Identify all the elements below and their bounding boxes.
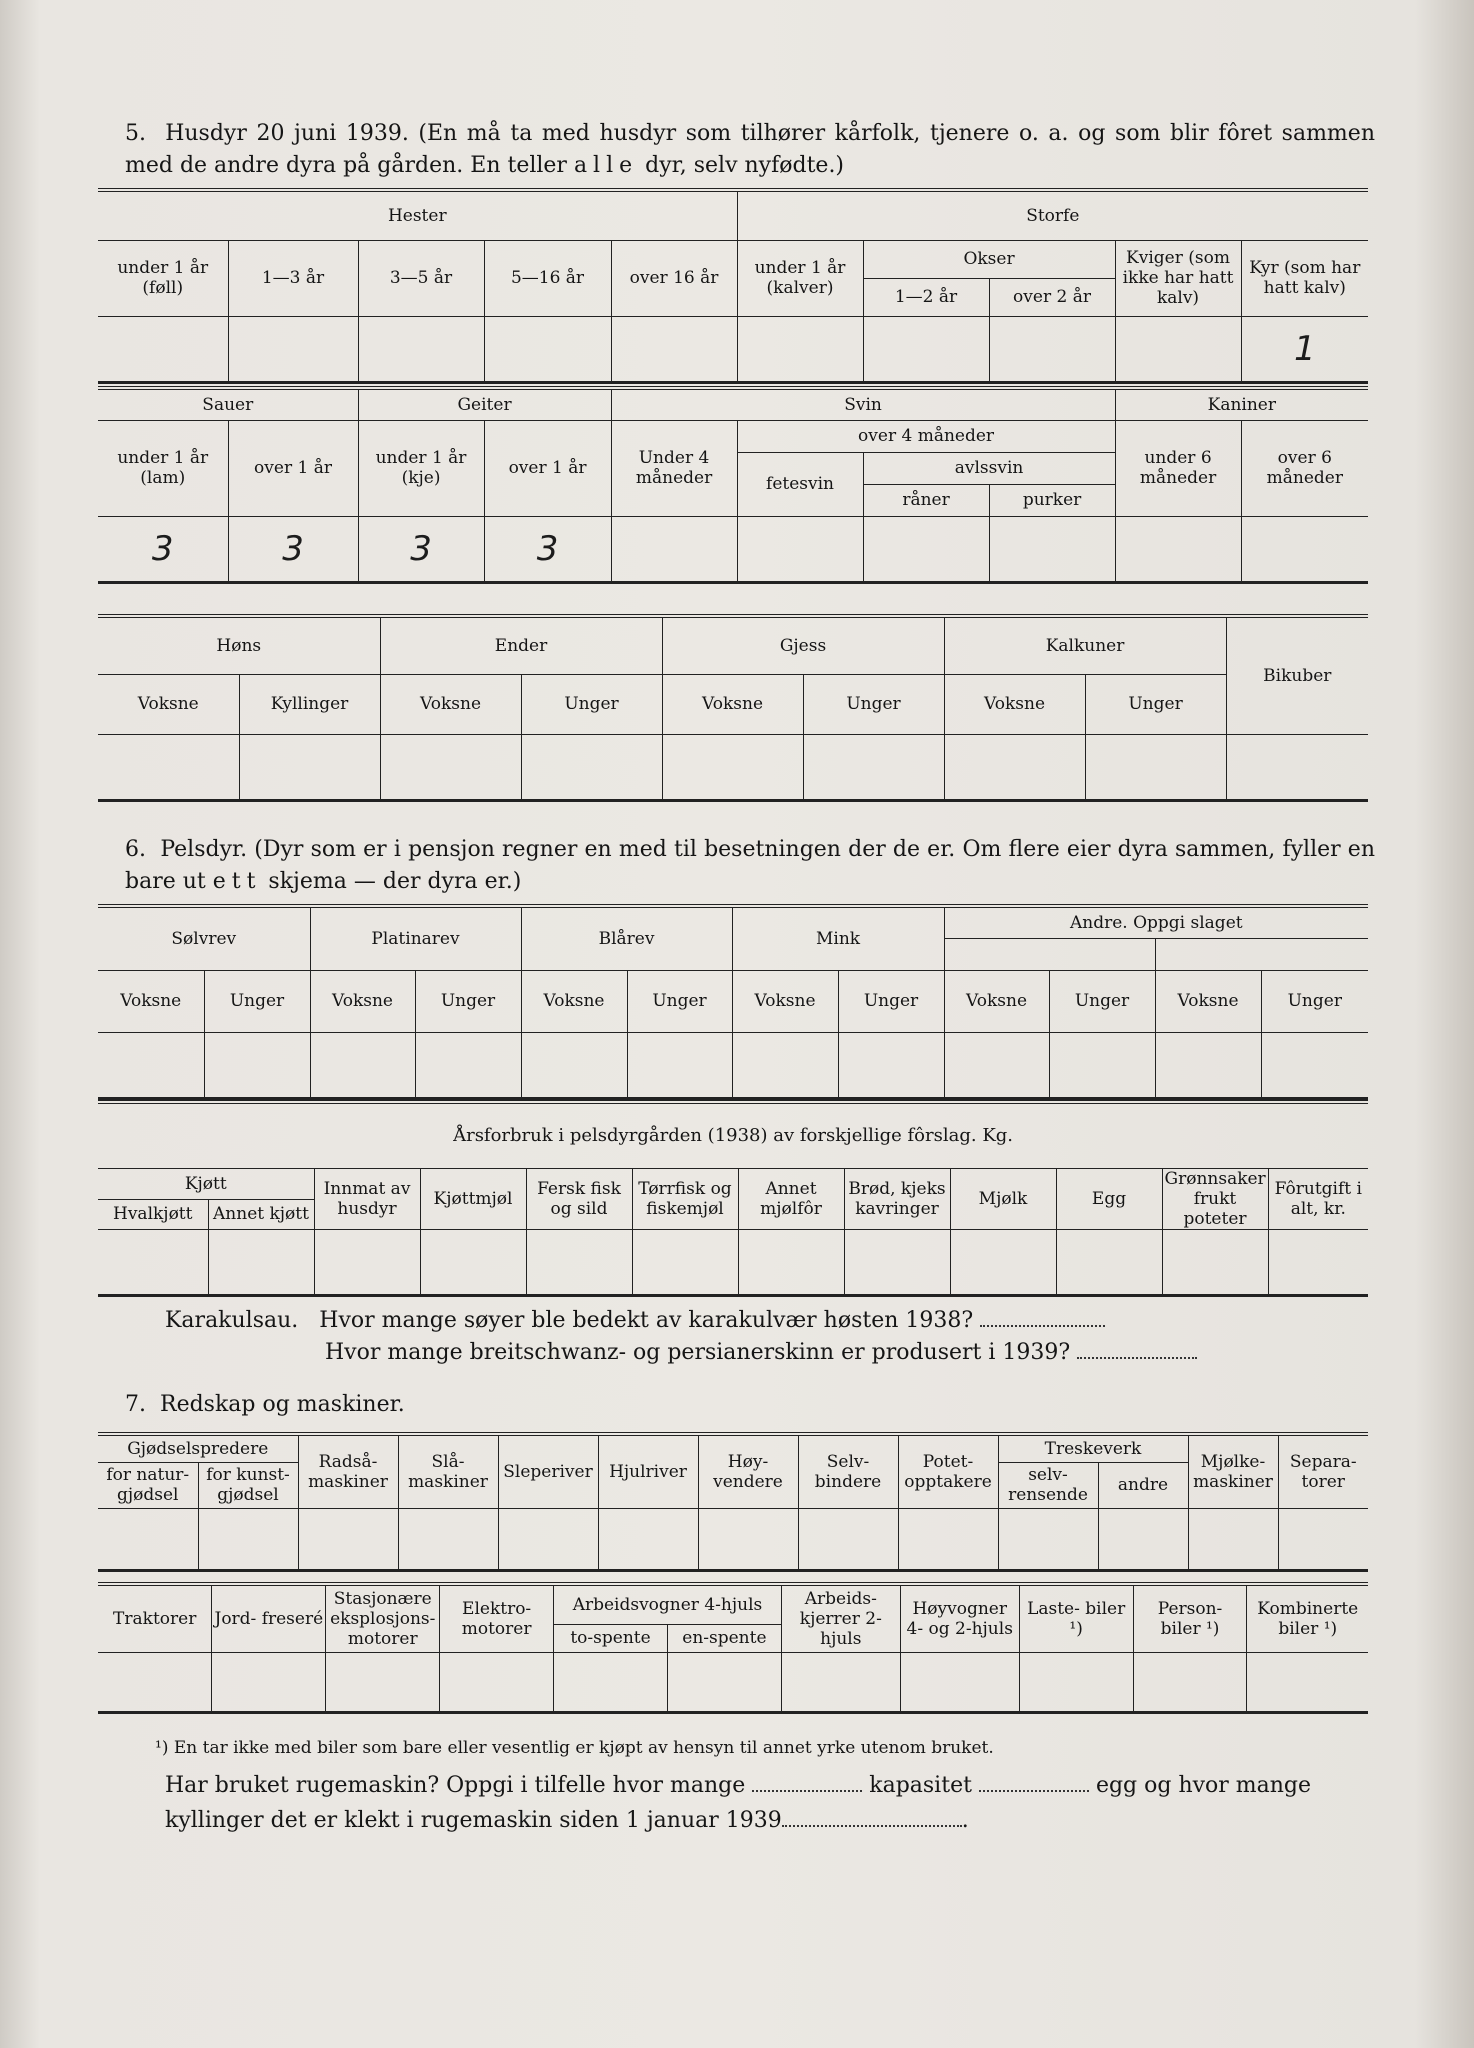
cell[interactable] [598, 1508, 698, 1570]
cell[interactable] [989, 316, 1115, 382]
cell[interactable] [1268, 1229, 1368, 1295]
cell[interactable] [632, 1229, 738, 1295]
feed-table-title: Årsforbruk i pelsdyrgården (1938) av forskjellige fôrslag. Kg. [98, 1102, 1368, 1168]
cell[interactable] [738, 1229, 844, 1295]
cell[interactable] [1261, 1032, 1368, 1098]
section-number: 5. [125, 121, 146, 146]
cell[interactable] [627, 1032, 732, 1098]
capacity-field[interactable] [979, 1790, 1089, 1792]
cell[interactable] [737, 316, 863, 382]
cell[interactable] [1278, 1508, 1368, 1570]
cell[interactable] [662, 734, 803, 800]
cell[interactable] [1085, 734, 1226, 800]
cell[interactable] [998, 1508, 1098, 1570]
cell[interactable] [239, 734, 380, 800]
cell[interactable] [415, 1032, 521, 1098]
cell[interactable] [498, 1508, 598, 1570]
cell[interactable] [863, 516, 989, 582]
cell[interactable] [98, 1508, 198, 1570]
incubator-line-1: Har bruket rugemaskin? Oppgi i tilfelle hvor mange kapasitet egg og hvor mange [165, 1773, 1312, 1798]
cell[interactable] [98, 316, 228, 382]
lam-value[interactable]: 3 [98, 516, 228, 582]
cell[interactable] [667, 1652, 781, 1712]
incubator-line-2: kyllinger det er klekt i rugemaskin siden 1 januar 1939 . [165, 1808, 969, 1833]
cell[interactable] [554, 1652, 668, 1712]
livestock-table-sheep-goats-pigs: Sauer Geiter Svin Kaniner under 1 år (lam) over 1 år under 1 år (kje) over 1 år Under 4 måneder over 4 måneder under 6 måneder over 6 måneder fetesvin avlssvin råner purker 3 3 3 3 [98, 386, 1368, 584]
cell[interactable] [1049, 1032, 1155, 1098]
cell[interactable] [484, 316, 611, 382]
cell[interactable] [611, 516, 737, 582]
header-storfe: Storfe [737, 190, 1368, 240]
cell[interactable] [1226, 734, 1368, 800]
cell[interactable] [228, 316, 358, 382]
vehicles-table: Traktorer Jord- freseré Stasjonære eksplosjons- motorer Elektro- motorer Arbeidsvogner 4-hjuls Arbeids- kjerrer 2-hjuls Høyvogner 4- og 2-hjuls Laste- biler ¹) Person- biler ¹) Kombinerte biler ¹) to-spente en-spente [98, 1582, 1368, 1714]
cell[interactable] [781, 1652, 900, 1712]
cell[interactable] [1115, 316, 1241, 382]
cell[interactable] [358, 316, 484, 382]
karakul-q2-field[interactable] [1077, 1357, 1197, 1359]
cell[interactable] [521, 734, 662, 800]
equipment-table: Gjødselspredere Radså- maskiner Slå- maskiner Sleperiver Hjulriver Høy- vendere Selv- bindere Potet- opptakere Treskeverk Mjølke- maskiner Separa- torer for natur- gjødsel for kunst- gjødsel selv- rensende andre [98, 1432, 1368, 1572]
cell[interactable] [98, 1032, 204, 1098]
cell[interactable] [944, 1032, 1049, 1098]
cell[interactable] [310, 1032, 415, 1098]
cell[interactable] [900, 1652, 1019, 1712]
cell[interactable] [1162, 1229, 1268, 1295]
cell[interactable] [838, 1032, 944, 1098]
cell[interactable] [420, 1229, 526, 1295]
karakul-q2: Hvor mange breitschwanz- og persianerskinn er produsert i 1939? [325, 1340, 1197, 1365]
feed-consumption-table: Årsforbruk i pelsdyrgården (1938) av forskjellige fôrslag. Kg. Kjøtt Innmat av husdyr Kjøttmjøl Fersk fisk og sild Tørrfisk og fiskemjøl Annet mjølfôr Brød, kjeks kavringer Mjølk Egg Grønnsaker frukt poteter Fôrutgift i alt, kr. Hvalkjøtt Annet kjøtt [98, 1100, 1368, 1297]
cell[interactable] [521, 1032, 627, 1098]
cell[interactable] [1241, 516, 1368, 582]
cell[interactable] [380, 734, 521, 800]
incubator-count-field[interactable] [752, 1790, 862, 1792]
fur-animals-table: Sølvrev Platinarev Blårev Mink Andre. Oppgi slaget Voksne Unger Voksne Unger Voksne Unger Voksne Unger Voksne Unger Voksne Unger [98, 904, 1368, 1100]
cell[interactable] [698, 1508, 798, 1570]
cell[interactable] [944, 734, 1085, 800]
chicks-hatched-field[interactable] [782, 1825, 962, 1827]
karakul-q1: Karakulsau. Hvor mange søyer ble bedekt av karakulvær høsten 1938? [165, 1308, 1105, 1333]
cell[interactable] [1247, 1652, 1368, 1712]
header-hester: Hester [98, 190, 737, 240]
kje-value[interactable]: 3 [358, 516, 484, 582]
cell[interactable] [208, 1229, 314, 1295]
cell[interactable] [98, 1229, 208, 1295]
cell[interactable] [1133, 1652, 1247, 1712]
cell[interactable] [1115, 516, 1241, 582]
cell[interactable] [944, 938, 1155, 970]
cell[interactable] [898, 1508, 998, 1570]
cell[interactable] [732, 1032, 838, 1098]
cell[interactable] [298, 1508, 398, 1570]
cell[interactable] [1056, 1229, 1162, 1295]
sau-value[interactable]: 3 [228, 516, 358, 582]
cell[interactable] [798, 1508, 898, 1570]
cell[interactable] [314, 1229, 420, 1295]
cell[interactable] [803, 734, 944, 800]
cell[interactable] [863, 316, 989, 382]
section-7-title: 7. Redskap og maskiner. [125, 1392, 405, 1417]
cell[interactable] [526, 1229, 632, 1295]
livestock-table-horses-cattle: Hester Storfe under 1 år (føll) 1—3 år 3—5 år 5—16 år over 16 år under 1 år (kalver) Okser Kviger (som ikke har hatt kalv) Kyr (som har hatt kalv) 1—2 år over 2 år 1 [98, 188, 1368, 384]
section-6-text: 6. Pelsdyr. (Dyr som er i pensjon regner en med til besetningen der de er. Om flere eier dyra sammen, fyller en bare ut ett skjema — der dyra er.) [125, 837, 1375, 894]
cell[interactable] [398, 1508, 498, 1570]
cell[interactable] [1188, 1508, 1278, 1570]
cell[interactable] [212, 1652, 326, 1712]
cell[interactable] [1019, 1652, 1133, 1712]
footnote: ¹) En tar ikke med biler som bare eller vesentlig er kjøpt av hensyn til annet yrke utenom bruket. [155, 1738, 994, 1758]
cell[interactable] [198, 1508, 298, 1570]
cell[interactable] [1155, 938, 1368, 970]
cell[interactable] [611, 316, 737, 382]
cell[interactable] [1098, 1508, 1188, 1570]
cell[interactable] [440, 1652, 554, 1712]
cell[interactable] [950, 1229, 1056, 1295]
poultry-table: Høns Ender Gjess Kalkuner Bikuber Voksne Kyllinger Voksne Unger Voksne Unger Voksne Unger [98, 614, 1368, 802]
geit-value[interactable]: 3 [484, 516, 611, 582]
section-5-text: 5. Husdyr 20 juni 1939. (En må ta med husdyr som tilhører kårfolk, tjenere o. a. og som blir fôret sammen med de andre dyra på gården. En teller alle dyr, selv nyfødte.) [125, 121, 1375, 178]
cell[interactable] [989, 516, 1115, 582]
cell[interactable] [1155, 1032, 1261, 1098]
karakul-q1-field[interactable] [980, 1325, 1105, 1327]
cell[interactable] [844, 1229, 950, 1295]
cell[interactable] [204, 1032, 310, 1098]
cell[interactable] [326, 1652, 440, 1712]
kyr-value[interactable]: 1 [1241, 316, 1368, 382]
cell[interactable] [98, 1652, 212, 1712]
cell[interactable] [737, 516, 863, 582]
cell[interactable] [98, 734, 239, 800]
